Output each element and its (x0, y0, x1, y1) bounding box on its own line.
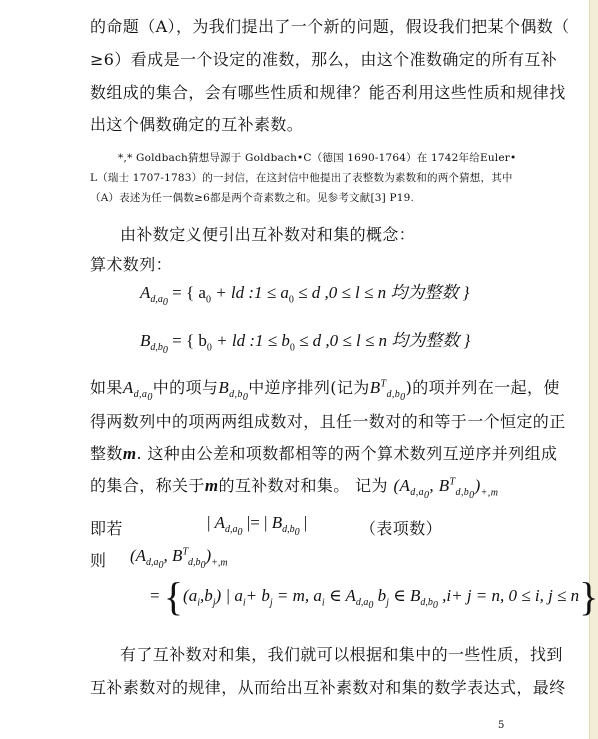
para2-line1: 如果$A_{d,a_0}$中的项与$B_{d,b_0}$中逆序排列(记为$B^T_{d,b_0}$)的项并列在一起，使 (90, 378, 560, 404)
page-edge (589, 0, 598, 739)
para3-line2: 互补素数对的规律，从而给出互补素数对和集的数学表达式，最终 (90, 678, 566, 697)
page-number: 5 (498, 720, 505, 731)
para2-line4: 的集合，称关于m的互补数对和集。 记为 ($A_{d,a_0}$, $B^T_{d,b_0})_{+,m}$ (90, 476, 499, 502)
condition-expr: | $A_{d,a_0}$ |= | $B_{d,b_0}$ | (207, 513, 308, 539)
then-expr: ($A_{d,a_0}$, $B^T_{d,b_0})_{+,m}$ (130, 546, 228, 572)
then-label: 则 (90, 551, 107, 570)
para1-line1: 的命题（A），为我们提出了一个新的问题，假设我们把某个偶数（ (90, 17, 570, 36)
footnote-line3: （A）表述为任一偶数≥6都是两个奇素数之和。见参考文献[3] P19. (90, 192, 415, 204)
para3-line1: 有了互补数对和集，我们就可以根据和集中的一些性质，找到 (120, 645, 563, 664)
equation-b: $B_{d,b_0}$ = { $b_0$ + ld :1 ≤ $b_0 \le d$ ,0 ≤ l ≤ n 均为整数 } (140, 331, 471, 357)
set-expression: = {$(a_i,b_j)$ | $a_i+ b_j = m$, $a_i$ ∈ $A_{d,a_0}$ $b_j$ ∈ $B_{d,b_0}$ ,i+ j = n, 0 ≤ i, j ≤ n} (150, 574, 598, 619)
condition-label: 即若 (90, 519, 123, 538)
footnote-line1: *,* Goldbach猜想导源于 Goldbach•C（德国 1690-1764）在 1742年给Euler• (118, 152, 517, 164)
condition-note: （表项数） (360, 519, 443, 538)
intro-text: 由补数定义便引出互补数对和集的概念： (120, 225, 416, 244)
para1-line3: 数组成的集合，会有哪些性质和规律？能否利用这些性质和规律找 (90, 83, 566, 102)
para2-line2: 得两数列中的项两两组成数对，且任一数对的和等于一个恒定的正 (90, 412, 566, 431)
sequence-label: 算术数列： (90, 255, 173, 274)
para1-line4: 出这个偶数确定的互补素数。 (90, 115, 304, 134)
para1-line2: ≥6）看成是一个设定的准数，那么，由这个准数确定的所有互补 (90, 50, 558, 69)
para2-line3: 整数m. 这种由公差和项数都相等的两个算术数列互逆序并列组成 (90, 444, 558, 463)
equation-a: $A_{d,a_0}$ = { $a_0$ + ld :1 ≤ $a_0 \le d$ ,0 ≤ l ≤ n 均为整数 } (140, 283, 470, 309)
footnote-line2: L（瑞士 1707-1783）的一封信，在这封信中他提出了表整数为素数和的两个猜想，其中 (90, 172, 513, 184)
